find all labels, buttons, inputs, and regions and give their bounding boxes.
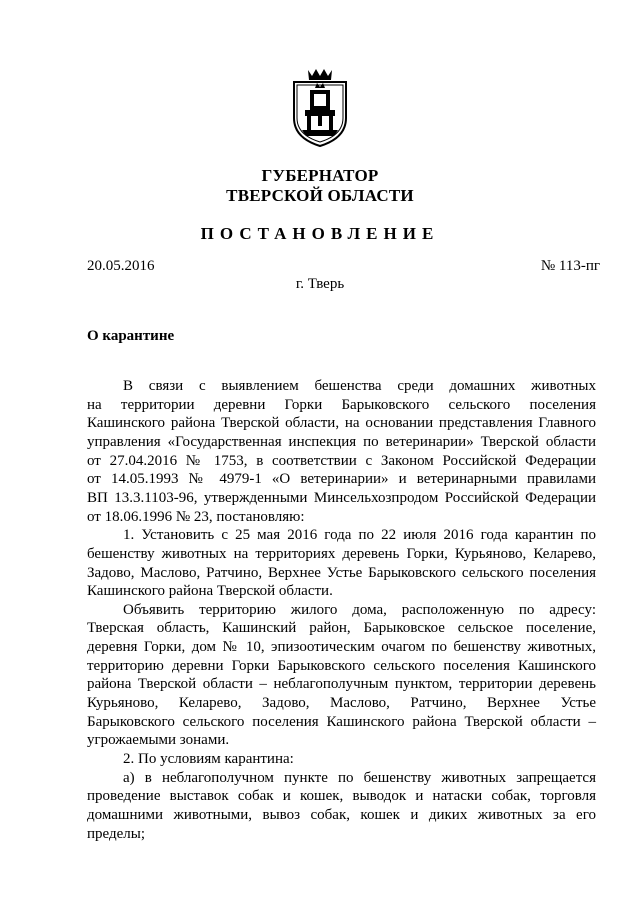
issuer-title-line1: ГУБЕРНАТОР xyxy=(261,166,379,185)
body-line: угрожаемыми зонами. xyxy=(87,732,230,749)
body-line: Кашинского района Тверской области. xyxy=(87,583,333,600)
body-line: а) в неблагополучном пункте по бешенству животных запрещается xyxy=(123,769,596,786)
body-line: домашними животными, вывоз собак, кошек и диких животных за его xyxy=(87,806,596,823)
body-line: на территории деревни Горки Барыковского сельского поселения xyxy=(87,396,596,413)
body-line: бешенству животных на территориях деревень Горки, Курьяново, Келарево, xyxy=(87,545,596,562)
tver-coat-of-arms-icon xyxy=(288,66,352,148)
body-line: территорию деревни Горки Барыковского сельского поселения Кашинского xyxy=(87,657,596,674)
body-line: от 18.06.1996 № 23, постановляю: xyxy=(87,508,305,525)
document-type: ПОСТАНОВЛЕНИЕ xyxy=(200,224,440,243)
body-line: района Тверской области – неблагополучным пунктом, территории деревень xyxy=(87,676,596,693)
body-line: проведение выставок собак и кошек, выводок и натаски собак, торговля xyxy=(87,788,596,805)
document-date: 20.05.2016 xyxy=(87,258,155,274)
body-line: ВП 13.3.1103-96, утвержденными Минсельхозпродом Российской Федерации xyxy=(87,489,596,506)
document-subject: О карантине xyxy=(87,328,175,344)
body-line: Барыковского сельского поселения Кашинского района Тверской области – xyxy=(87,713,596,730)
body-line: управления «Государственная инспекция по ветеринарии» Тверской области xyxy=(87,433,596,450)
body-line: Объявить территорию жилого дома, расположенную по адресу: xyxy=(123,601,596,618)
body-line: от 27.04.2016 № 1753, в соответствии с Законом Российской Федерации xyxy=(87,452,596,469)
body-line: Задово, Маслово, Ратчино, Верхнее Устье Барыковского сельского поселения xyxy=(87,564,596,581)
body-line: от 14.05.1993 № 4979-1 «О ветеринарии» и ветеринарными правилами xyxy=(87,471,596,488)
body-line: Курьяново, Келарево, Задово, Маслово, Ратчино, Верхнее Устье xyxy=(87,695,596,712)
document-city: г. Тверь xyxy=(295,276,345,292)
body-line: Кашинского района Тверской области, на основании представления Главного xyxy=(87,415,596,432)
body-line: В связи с выявлением бешенства среди домашних животных xyxy=(123,378,596,394)
body-line: пределы; xyxy=(87,825,146,842)
issuer-title-line2: ТВЕРСКОЙ ОБЛАСТИ xyxy=(226,186,414,205)
document-number: № 113-пг xyxy=(540,258,600,274)
body-line: деревня Горки, дом № 10, эпизоотическим очагом по бешенству животных, xyxy=(87,639,596,656)
body-line: Тверская область, Кашинский район, Барыковское сельское поселение, xyxy=(87,620,596,637)
body-line: 1. Установить с 25 мая 2016 года по 22 июля 2016 года карантин по xyxy=(123,527,596,544)
body-line: 2. По условиям карантина: xyxy=(123,751,294,767)
